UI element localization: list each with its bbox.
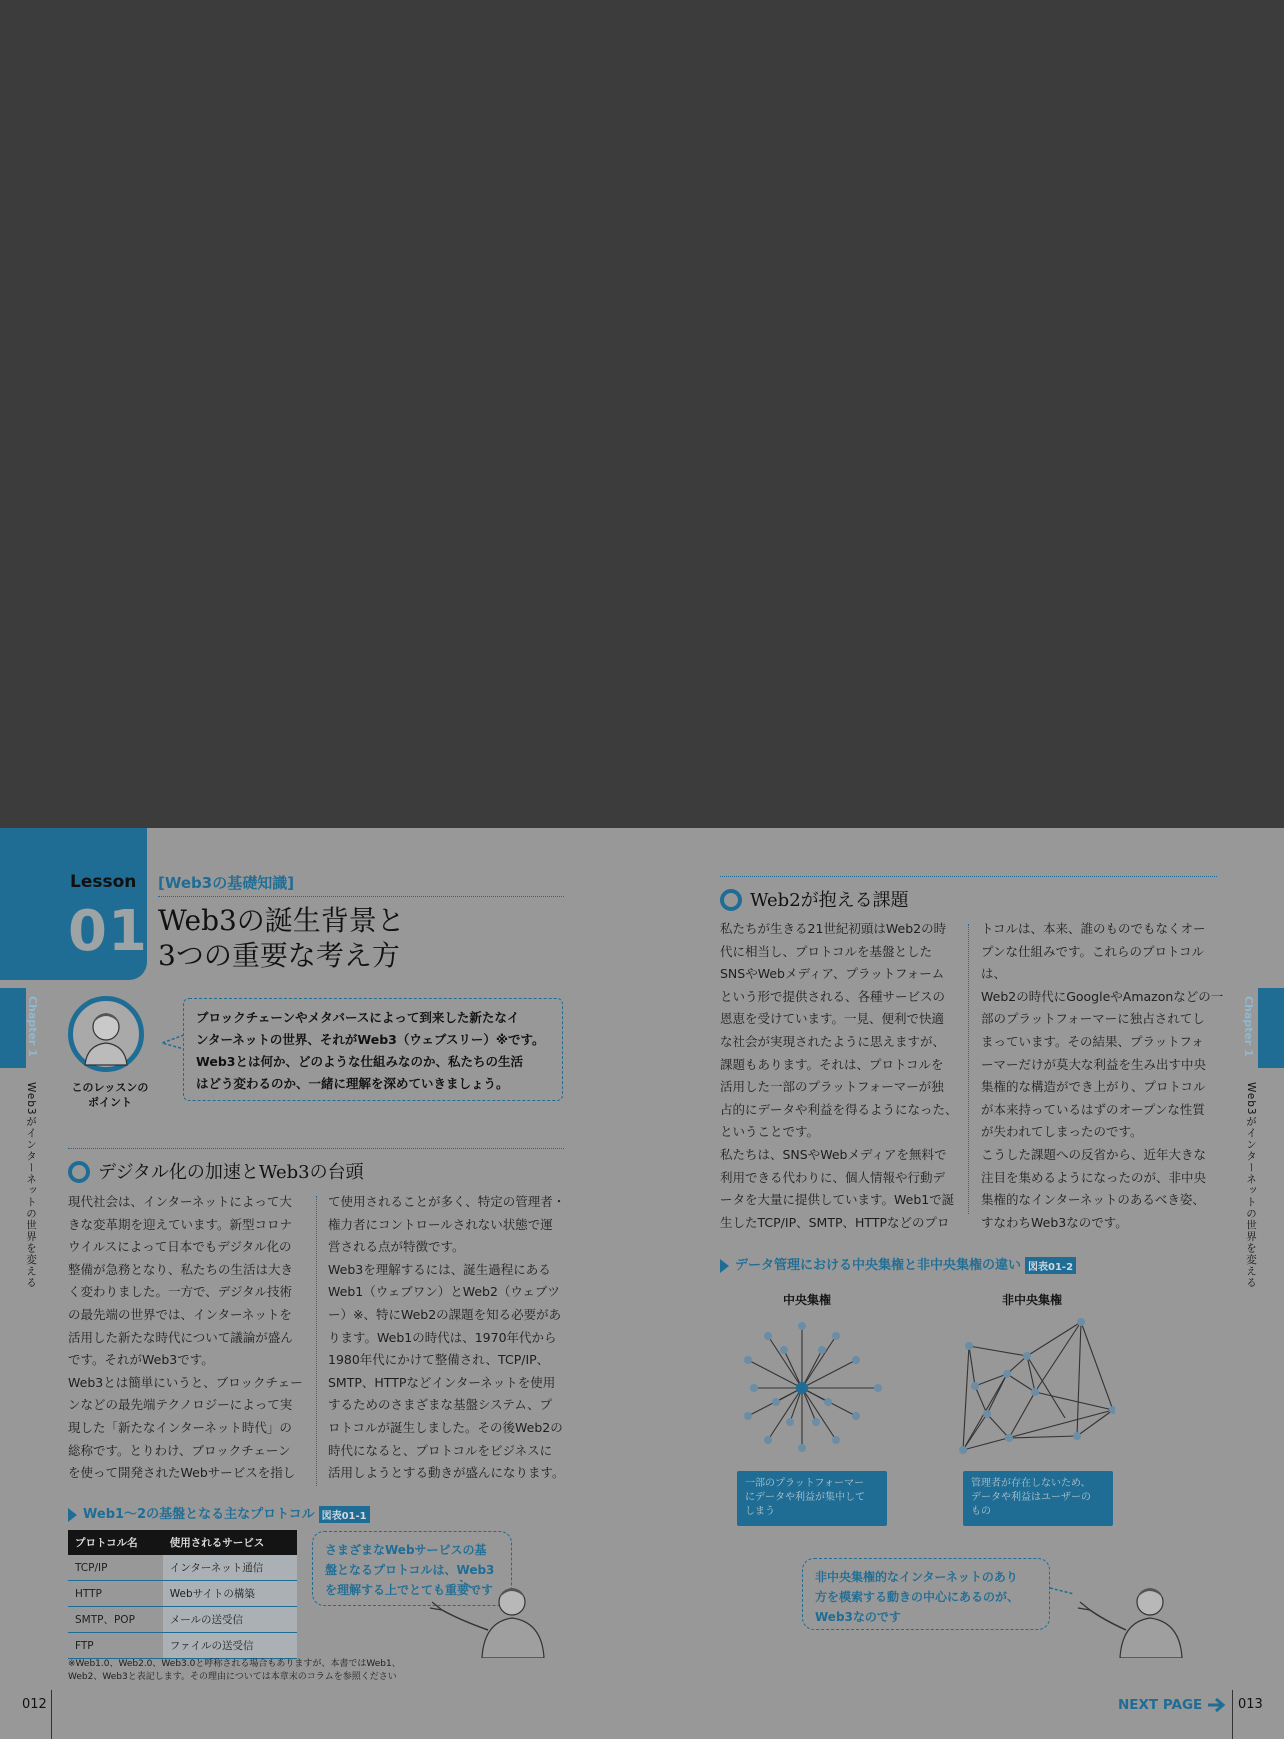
lesson-number: 01 bbox=[68, 899, 148, 964]
decentralized-caption: 管理者が存在しないため、 データや利益はユーザーの もの bbox=[963, 1471, 1113, 1526]
table-header: プロトコル名 bbox=[68, 1530, 163, 1555]
body-column-3: 私たちが生きる21世紀初頭はWeb2の時 代に相当し、プロトコルを基盤とした SNSやWebメディア、プラットフォーム という形で提供される、各種サービスの 恩恵を受けています。一見、便利で快適 な社会が実現されたように思えますが、 課題もあります。それは、プロトコルを 活用した一部のプラットフォーマーが独 占的にデータや利益を得るようになった、 ということです。 私たちは、SNSやWebメディアを無料で 利用できる代わりに、個人情報や行動デ ータを大量に提供しています。Web1で誕 生したTCP/IP、SMTP、HTTPなどのプロ bbox=[720, 921, 958, 1230]
table-cell: メールの送受信 bbox=[163, 1607, 297, 1633]
figure-1-tag: 図表01-1 bbox=[319, 1506, 370, 1523]
table-header: 使用されるサービス bbox=[163, 1530, 297, 1555]
table-cell: HTTP bbox=[68, 1581, 163, 1607]
table-header-row bbox=[68, 1530, 297, 1555]
table-cell: ファイルの送受信 bbox=[163, 1633, 297, 1659]
column-divider bbox=[968, 924, 969, 1214]
lesson-badge bbox=[0, 828, 147, 980]
presenter-illustration-icon bbox=[420, 1580, 565, 1658]
decentralized-label: 非中央集権 bbox=[1002, 1293, 1063, 1307]
centralized-label: 中央集権 bbox=[783, 1293, 832, 1307]
chapter-label-left: Chapter 1 bbox=[26, 996, 39, 1057]
speech-bubble-right: 非中央集権的なインターネットのあり 方を模索する動きの中心にあるのが、 Web3なのです bbox=[802, 1558, 1050, 1630]
decentralized-network-diagram bbox=[955, 1318, 1115, 1458]
table-row bbox=[68, 1581, 297, 1607]
page-rule-right bbox=[1232, 1690, 1233, 1739]
ring-bullet-icon bbox=[68, 1161, 90, 1183]
book-spread bbox=[0, 828, 1284, 1739]
lesson-point-box: ブロックチェーンやメタバースによって到来した新たなイ ンターネットの世界、それがWeb3（ウェブスリー）※です。 Web3とは何か、どのような仕組みなのか、私たちの生活 はどう変わるのか、一緒に理解を深めていきましょう。 bbox=[183, 998, 563, 1101]
triangle-bullet-icon bbox=[68, 1508, 77, 1522]
section-heading-2: Web2が抱える課題 bbox=[750, 890, 909, 911]
table-cell: インターネット通信 bbox=[163, 1555, 297, 1581]
chapter-tab-right bbox=[1258, 988, 1284, 1068]
table-cell: Webサイトの構築 bbox=[163, 1581, 297, 1607]
lesson-title bbox=[158, 903, 405, 973]
chapter-tab-left bbox=[0, 988, 26, 1068]
side-label-left: Web3がインターネットの世界を変える bbox=[25, 1082, 37, 1289]
section-divider bbox=[68, 1148, 564, 1149]
column-divider bbox=[316, 1196, 317, 1486]
speech-bubble-left: さまざまなWebサービスの基 盤となるプロトコルは、Web3 を理解する上でとても重要です bbox=[312, 1531, 512, 1606]
chapter-label-right: Chapter 1 bbox=[1242, 996, 1255, 1057]
dark-overlay-area bbox=[0, 0, 1284, 828]
section-heading-1: デジタル化の加速とWeb3の台頭 bbox=[98, 1162, 364, 1183]
triangle-bullet-icon bbox=[720, 1259, 729, 1273]
lesson-kicker: [Web3の基礎知識] bbox=[158, 874, 295, 892]
centralized-caption: 一部のプラットフォーマー にデータや利益が集中して しまう bbox=[737, 1471, 887, 1526]
title-line-1: Web3の誕生背景と bbox=[158, 904, 405, 937]
lesson-word: Lesson bbox=[70, 872, 137, 892]
next-arrow-icon bbox=[1207, 1697, 1227, 1713]
body-column-4: トコルは、本来、誰のものでもなくオー プンな仕組みです。これらのプロトコルは、 Web2の時代にGoogleやAmazonなどの一 部のプラットフォーマーに独占されてし まっています。その結果、プラットフォ ーマーだけが莫大な利益を生み出す中央 集権的な構造ができ上がり、プロトコル が本来持っているはずのオープンな性質 が失われてしまったのです。 こうした課題への反省から、近年大きな 注目を集めるようになったのが、非中央 集権的なインターネットのあるべき姿、 すなわちWeb3なのです。 bbox=[981, 921, 1224, 1230]
presenter-portrait-icon bbox=[68, 996, 144, 1072]
footnote: ※Web1.0、Web2.0、Web3.0と呼称される場合もありますが、本書ではWeb1、 Web2、Web3と表記します。その理由については本章末のコラムを参照ください bbox=[68, 1659, 401, 1682]
section-divider bbox=[720, 876, 1217, 877]
page-number-right: 013 bbox=[1238, 1697, 1263, 1712]
page-number-left: 012 bbox=[22, 1697, 47, 1712]
table-row bbox=[68, 1555, 297, 1581]
table-row bbox=[68, 1607, 297, 1633]
page-rule-left bbox=[51, 1690, 52, 1739]
table-row bbox=[68, 1633, 297, 1659]
figure-2-title: データ管理における中央集権と非中央集権の違い 図表01-2 bbox=[720, 1254, 1076, 1274]
table-cell: FTP bbox=[68, 1633, 163, 1659]
figure-2-tag: 図表01-2 bbox=[1025, 1257, 1076, 1274]
body-column-2: て使用されることが多く、特定の管理者・ 権力者にコントロールされない状態で運 営される点が特徴です。 Web3を理解するには、誕生過程にある Web1（ウェブワン）とWeb2（ウェブツ ー）※、特にWeb2の課題を知る必要があ ります。Web1の時代は、1970年代から 1980年代にかけて整備され、TCP/IP、 SMTP、HTTPなどインターネットを使用 するためのさまざまな基盤システム、プ ロトコルが誕生しました。その後Web2の 時代になると、プロトコルをビジネスに 活用しようとする動きが盛んになります。 bbox=[328, 1194, 566, 1481]
ring-bullet-icon bbox=[720, 889, 742, 911]
title-line-2: 3つの重要な考え方 bbox=[158, 939, 400, 972]
presenter-illustration-icon bbox=[1050, 1580, 1210, 1658]
centralized-network-diagram bbox=[740, 1318, 890, 1458]
protocol-table bbox=[68, 1530, 297, 1659]
figure-1-title: Web1〜2の基盤となる主なプロトコル 図表01-1 bbox=[68, 1503, 370, 1523]
table-cell: TCP/IP bbox=[68, 1555, 163, 1581]
table-cell: SMTP、POP bbox=[68, 1607, 163, 1633]
next-page-link[interactable]: NEXT PAGE bbox=[1118, 1697, 1227, 1713]
avatar-caption: このレッスンの ポイント bbox=[71, 1081, 149, 1109]
title-divider bbox=[158, 896, 564, 897]
side-label-right: Web3がインターネットの世界を変える bbox=[1245, 1082, 1257, 1289]
body-column-1: 現代社会は、インターネットによって大 きな変革期を迎えています。新型コロナ ウイルスによって日本でもデジタル化の 整備が急務となり、私たちの生活は大き く変わりました。一方で、デジタル技術 の最先端の世界では、インターネットを 活用した新たな時代について議論が盛ん です。それがWeb3です。 Web3とは簡単にいうと、ブロックチェー ンなどの最先端テクノロジーによって実 現した「新たなインターネット時代」の 総称です。とりわけ、ブロックチェーン を使って開発されたWebサービスを指し bbox=[68, 1194, 303, 1481]
